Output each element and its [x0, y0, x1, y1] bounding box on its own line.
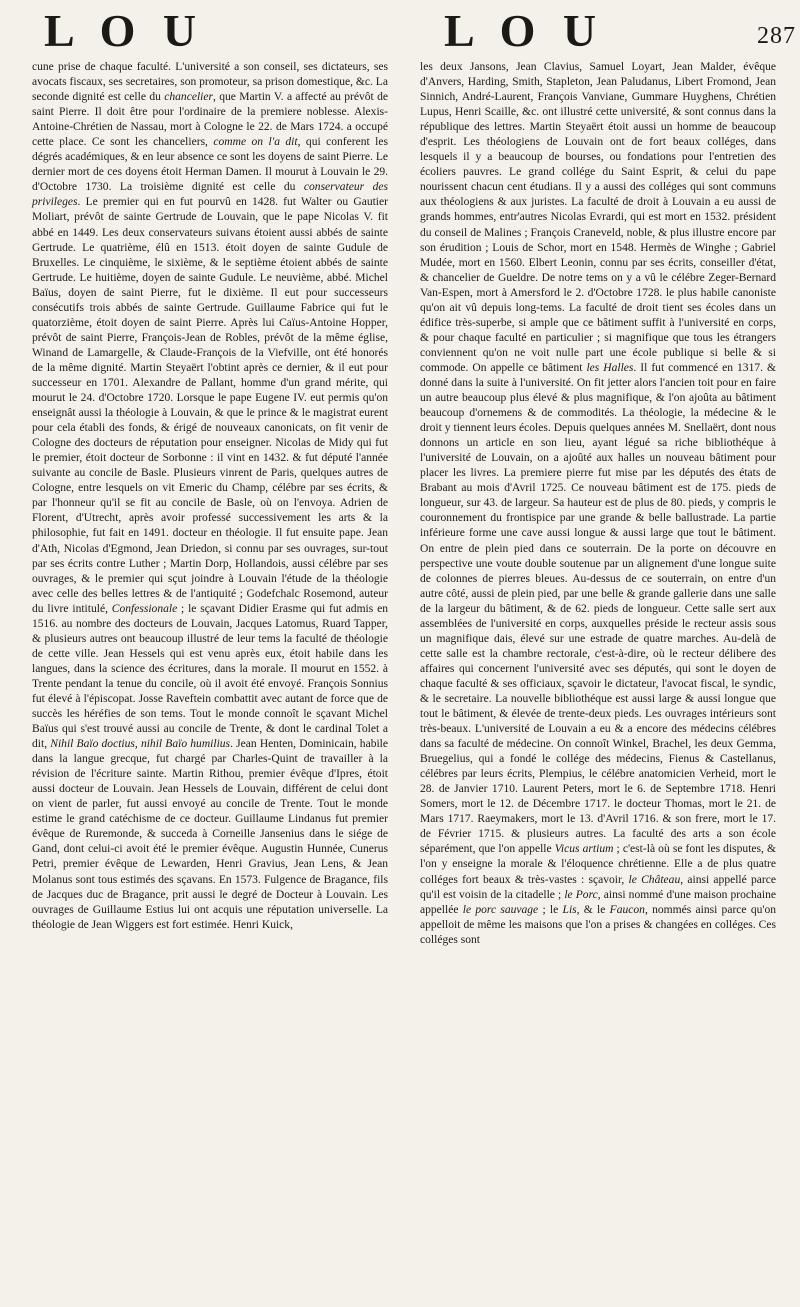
italic-text-segment: le Château: [628, 873, 681, 886]
italic-text-segment: les Halles: [586, 361, 634, 374]
running-header: [0, 0, 800, 62]
text-segment: . Le premier qui en fut pourvû en 1428. fut Walter ou Gautier Moliart, prévôt de sainte Gertrude de Louvain, que le pape Nicolas V. fit abbé en 1449. Les deux conservateurs suivans étoient aussi abbés de sainte Gertrude. Le quatrième, élû en 1513. étoit doyen de sainte Gudule de Bruxelles. Le cinquième, le sixième, & le septième étoient abbés de sainte Gertrude. Le huitième, doyen de sainte Gudule. Le neuvième, abbé. Michel Baïus, doyen de saint Pierre, fut le dixième. Il eut pour successeurs consécutifs trois abbés de sainte Gertrude. Guillaume Fabrice qui fut le quatorzième, étoit doyen de saint Pierre. Après lui Caïus-Antoine Hopper, prévôt de saint Pierre, François-Jean de Robles, prévôt de la même église, Winand de Lamargelle, & Claude-François de la Viefville, ont été honorés de la même dignité. Martin Steyaërt l'obtint après ce dernier, & il eut pour successeur en 1701. Alexandre de Pallant, homme d'un grand mérite, qui mourut le 24. d'Octobre 1720. Lorsque le pape Eugene IV. eut permis qu'on enseignât aussi la théologie à Louvain, & que le prince & le magistrat eurent pour cela établi des fonds, & érigé de nouveaux canonicats, on fit venir de Cologne des docteurs de réputation pour enseigner. Nicolas de Midy qui fut le premier, étoit docteur de Sorbonne : il vint en 1432. & fut député l'année suivante au concile de Basle. Plusieurs vinrent de Paris, quelques autres de Cologne, entre lesquels on vit Emeric du Champ, célébre par ses écrits, & par l'honneur qu'il se fit au concile de Basle, où on l'envoya. Adrien de Florent, d'Utrecht, après avoir professé successivement les arts & la philosophie, fut fait en 1491. docteur en théologie. Il fut ensuite pape. Jean d'Ath, Nicolas d'Egmond, Jean Driedon, si connu par ses ouvrages, sur-tout par ses écrits contre Luther ; Martin Dorp, Hollandois, aussi célébre par ses ouvrages, & le premier qui sçut joindre à Louvain l'étude de la théologie avec celle des belles lettres & de l'antiquité ; Godefchalc Rosemond, auteur du livre intitulé,: [32, 196, 388, 615]
text-segment: , ainsi appellé parce qu'il est voisin de la citadelle ;: [420, 873, 777, 901]
left-column: [32, 60, 388, 933]
italic-text-segment: comme on l'a dit: [213, 136, 298, 149]
text-segment: , nommés ainsi parce qu'on appelloit de même les maisons que l'on a prises & changées en colléges. Ces colléges sont: [420, 903, 776, 946]
text-segment: ; le: [538, 903, 563, 916]
italic-text-segment: conservateur des privileges: [32, 181, 389, 209]
italic-text-segment: Faucon: [609, 903, 645, 916]
text-segment: . Jean Henten, Dominicain, habile dans la langue grecque, fut chargé par Charles-Quint de travailler à la révision de l'écriture sainte. Martin Rithou, premier évêque d'Ipres, étoit aussi docteur de Louvain. Jean Hessels de Louvain, différent de celui dont on vient de parler, fut aussi envoyé au concile de Trente. Tout le monde estime le grand catéchisme de ce docteur. Guillaume Lindanus fut premier évêque de Ruremonde, & succeda à Corneille Jansenius dans le siége de Gand, dont celui-ci avoit été le premier évêque. Augustin Hunnée, Cunerus Petri, premier évêque de Lewarden, Henri Gravius, Jean Lens, & Jean Molanus sont tous estimés des sçavans. En 1573. Fulgence de Bragance, fils de Jacques duc de Bragance, prit aussi le degré de Docteur à Louvain. Les ouvrages de Guillaume Estius lui ont acquis une réputation universelle. La théologie de Jean Wiggers est fort estimée. Henri Kuick,: [32, 738, 389, 931]
italic-text-segment: Confessionale: [111, 602, 178, 615]
text-segment: ; le sçavant Didier Erasme qui fut admis en 1516. au nombre des docteurs de Louvain, Jacques Latomus, Ruard Tapper, & plusieurs autres ont beaucoup illustré de leur tems la faculté de théologie de cette ville. Jean Hessels qui est venu après eux, étoit habile dans les langues, dans la science des écritures, dans la morale. Il mourut en 1552. à Trente pendant la tenue du concile, où il avoit été envoyé. François Sonnius fut élevé à l'épiscopat. Josse Raveftein combattit avec autant de force que de succès les héréfies de son tems. Tout le monde connoît le sçavant Michel Baïus qui s'est trouvé aussi au concile de Trente, & dont le cardinal Tolet a dit,: [32, 602, 388, 751]
text-segment: ; c'est-là où se font les disputes, & l'on y enseigne la morale & l'éloquence chrétienne. Elle a de plus quatre colléges fort beaux & très-vastes : sçavoir,: [420, 843, 776, 886]
italic-text-segment: chancelier: [164, 91, 213, 104]
right-column: [420, 60, 776, 948]
italic-text-segment: Lis: [562, 903, 577, 916]
italic-text-segment: Nihil Baïo doctius, nihil Baïo humilius: [50, 738, 231, 751]
text-segment: cune prise de chaque faculté. L'université a son conseil, ses dictateurs, ses avocats fiscaux, ses secretaires, son promoteur, sa prison domestique, &c. La seconde dignité est celle du: [32, 61, 388, 104]
text-segment: , & le: [576, 903, 610, 916]
right-column-text: [420, 60, 776, 948]
text-segment: les deux Jansons, Jean Clavius, Samuel Loyart, Jean Malder, évêque d'Anvers, Harding, Smith, Stapleton, Jean Paludanus, Libert Fromond, Jean Sinnich, André-Laurent, François Vanviane, Gummare Huyghens, Chrétien Lupus, Henri Scaille, &c. ont illustré cette université, & sont connus dans la république des lettres. Martin Steyaërt étoit aussi un homme de beaucoup d'esprit. Les théologiens de Louvain ont de fort beaux colléges, dans lesquels il y a beaucoup de bourses, ou fondations pour l'entretien des écoliers pauvres. Le grand collége du Saint Esprit, & celui du pape nourissent chacun cent étudians. Il y a aussi des colléges qui sont communs aux théologiens & aux juristes. La faculté de droit à Louvain a eu aussi de grands hommes, entr'autres Nicolas Evrardi, qui est mort en 1532. président du conseil de Malines ; François Craneveld, noble, & plus illustre encore par son érudition ; Louis de Schor, mort en 1548. Hermès de Winghe ; Gabriel Mudée, mort en 1560. Elbert Leonin, connu par ses écrits, conseiller d'état, & chancelier de Gueldre. De notre tems on y a vû le célébre Zeger-Bernard Van-Espen, mort à Amersford le 2. d'Octobre 1728. le plus habile canoniste qu'on ait vû depuis long-tems. La faculté de droit tient ses écoles dans un édifice très-superbe, si ample que ce bâtiment suffit à l'université en corps, & pour chaque faculté en particulier ; si magnifique que tous les étrangers conviennent qu'on ne voit nulle part une école publique si belle & si commode. On appelle ce bâtiment: [420, 61, 776, 374]
text-segment: , que Martin V. a affecté au prévôt de saint Pierre. Il doit être pour l'ordinaire de la premiere noblesse. Alexis-Antoine-Chrétien de Nassau, mort à Cologne le 22. de Mars 1724. a occupé cette place. Ce sont les chanceliers,: [32, 91, 389, 149]
italic-text-segment: Vicus artium: [554, 843, 614, 856]
page-number: 287: [757, 23, 796, 49]
italic-text-segment: le Porc: [564, 888, 598, 901]
right-running-head: L O U: [444, 5, 605, 56]
left-running-head: L O U: [44, 5, 205, 56]
text-segment: , ainsi nommé d'une maison prochaine appellée: [420, 888, 776, 916]
left-column-text: [32, 60, 388, 933]
text-segment: , qui conferent les dégrés académiques, & en leur absence ce sont les doyens de saint Pierre. Le dernier mort de ces doyens étoit Herman Damen. Il mourut à Louvain le 29. d'Octobre 1730. La troisième dignité est celle du: [32, 136, 388, 194]
text-segment: . Il fut commencé en 1317. & donné dans la suite à l'université. On fit jetter alors l'ancien toit pour en faire un autre beaucoup plus élevé & plus magnifique, & l'on ajoûta au bâtiment beaucoup d'ornemens & de commodités. La théologie, la médecine & le droit y tiennent leurs écoles. Depuis quelques années M. Snellaërt, dont nous donnons un article en son lieu, ayant légué sa riche bibliothéque à l'université de Louvain, on a ajoûté aux halles un nouveau bâtiment pour placer les livres. La premiere pierre fut mise par les députés des états de Brabant au mois d'Avril 1725. Ce nouveau bâtiment est de 175. pieds de longueur, sur 43. de largeur. Sa hauteur est de plus de 80. pieds, y compris le couronnement du frontispice par une grande & belle ballustrade. La partie inférieure forme une cave aussi longue & aussi large que tout le bâtiment. On entre de plein pied dans ce souterrain. De la porte on découvre en perspective une voute double soutenue par un alignement d'une longue suite de colonnes de pierres bleues. Au-dessus de ce souterrain, on entre d'un autre côté, aussi de plein pied, par une belle & grande gallerie dans une salle de la largeur du bâtiment, & de 62. pieds de longueur. Cette salle sert aux assemblées de l'université en corps, auxquelles préside le recteur assis sous un magnifique dais, élevé sur une estrade de quatre marches. Au-delà de cette salle est la chambre rectorale, c'est-à-dire, où le recteur délibere des affaires qui concernent l'université avec ses députés, qui sont le doyen de chaque faculté & ses officiaux, sçavoir le dictateur, l'avocat fiscal, le syndic, & le secretaire. La nouvelle bibliothéque est aussi large & aussi longue que tout le bâtiment, & élevée de trente-deux pieds. Les ouvrages intérieurs sont très-beaux. L'université de Louvain a eu & a encore des médecins célébres dans sa faculté de médecine. On connoît Winkel, Brachel, les deux Gemma, Bruegelius, qui a fondé le collége des médecins, Fienus & Castellanus, célébres par leurs écrits, Plempius, le célébre anatomicien Verheid, mort le 28. de Janvier 1710. Laurent Peters, mort le 6. de Septembre 1718. Henri Somers, mort le 12. de Décembre 1717. le docteur Thomas, mort le 21. de Mars 1717. Raeymakers, mort le 13. d'Avril 1716. & son frere, mort le 17. de Février 1715. & plusieurs autres. La faculté des arts a son école séparément, que l'on appelle: [420, 361, 776, 856]
italic-text-segment: le porc sauvage: [462, 903, 539, 916]
